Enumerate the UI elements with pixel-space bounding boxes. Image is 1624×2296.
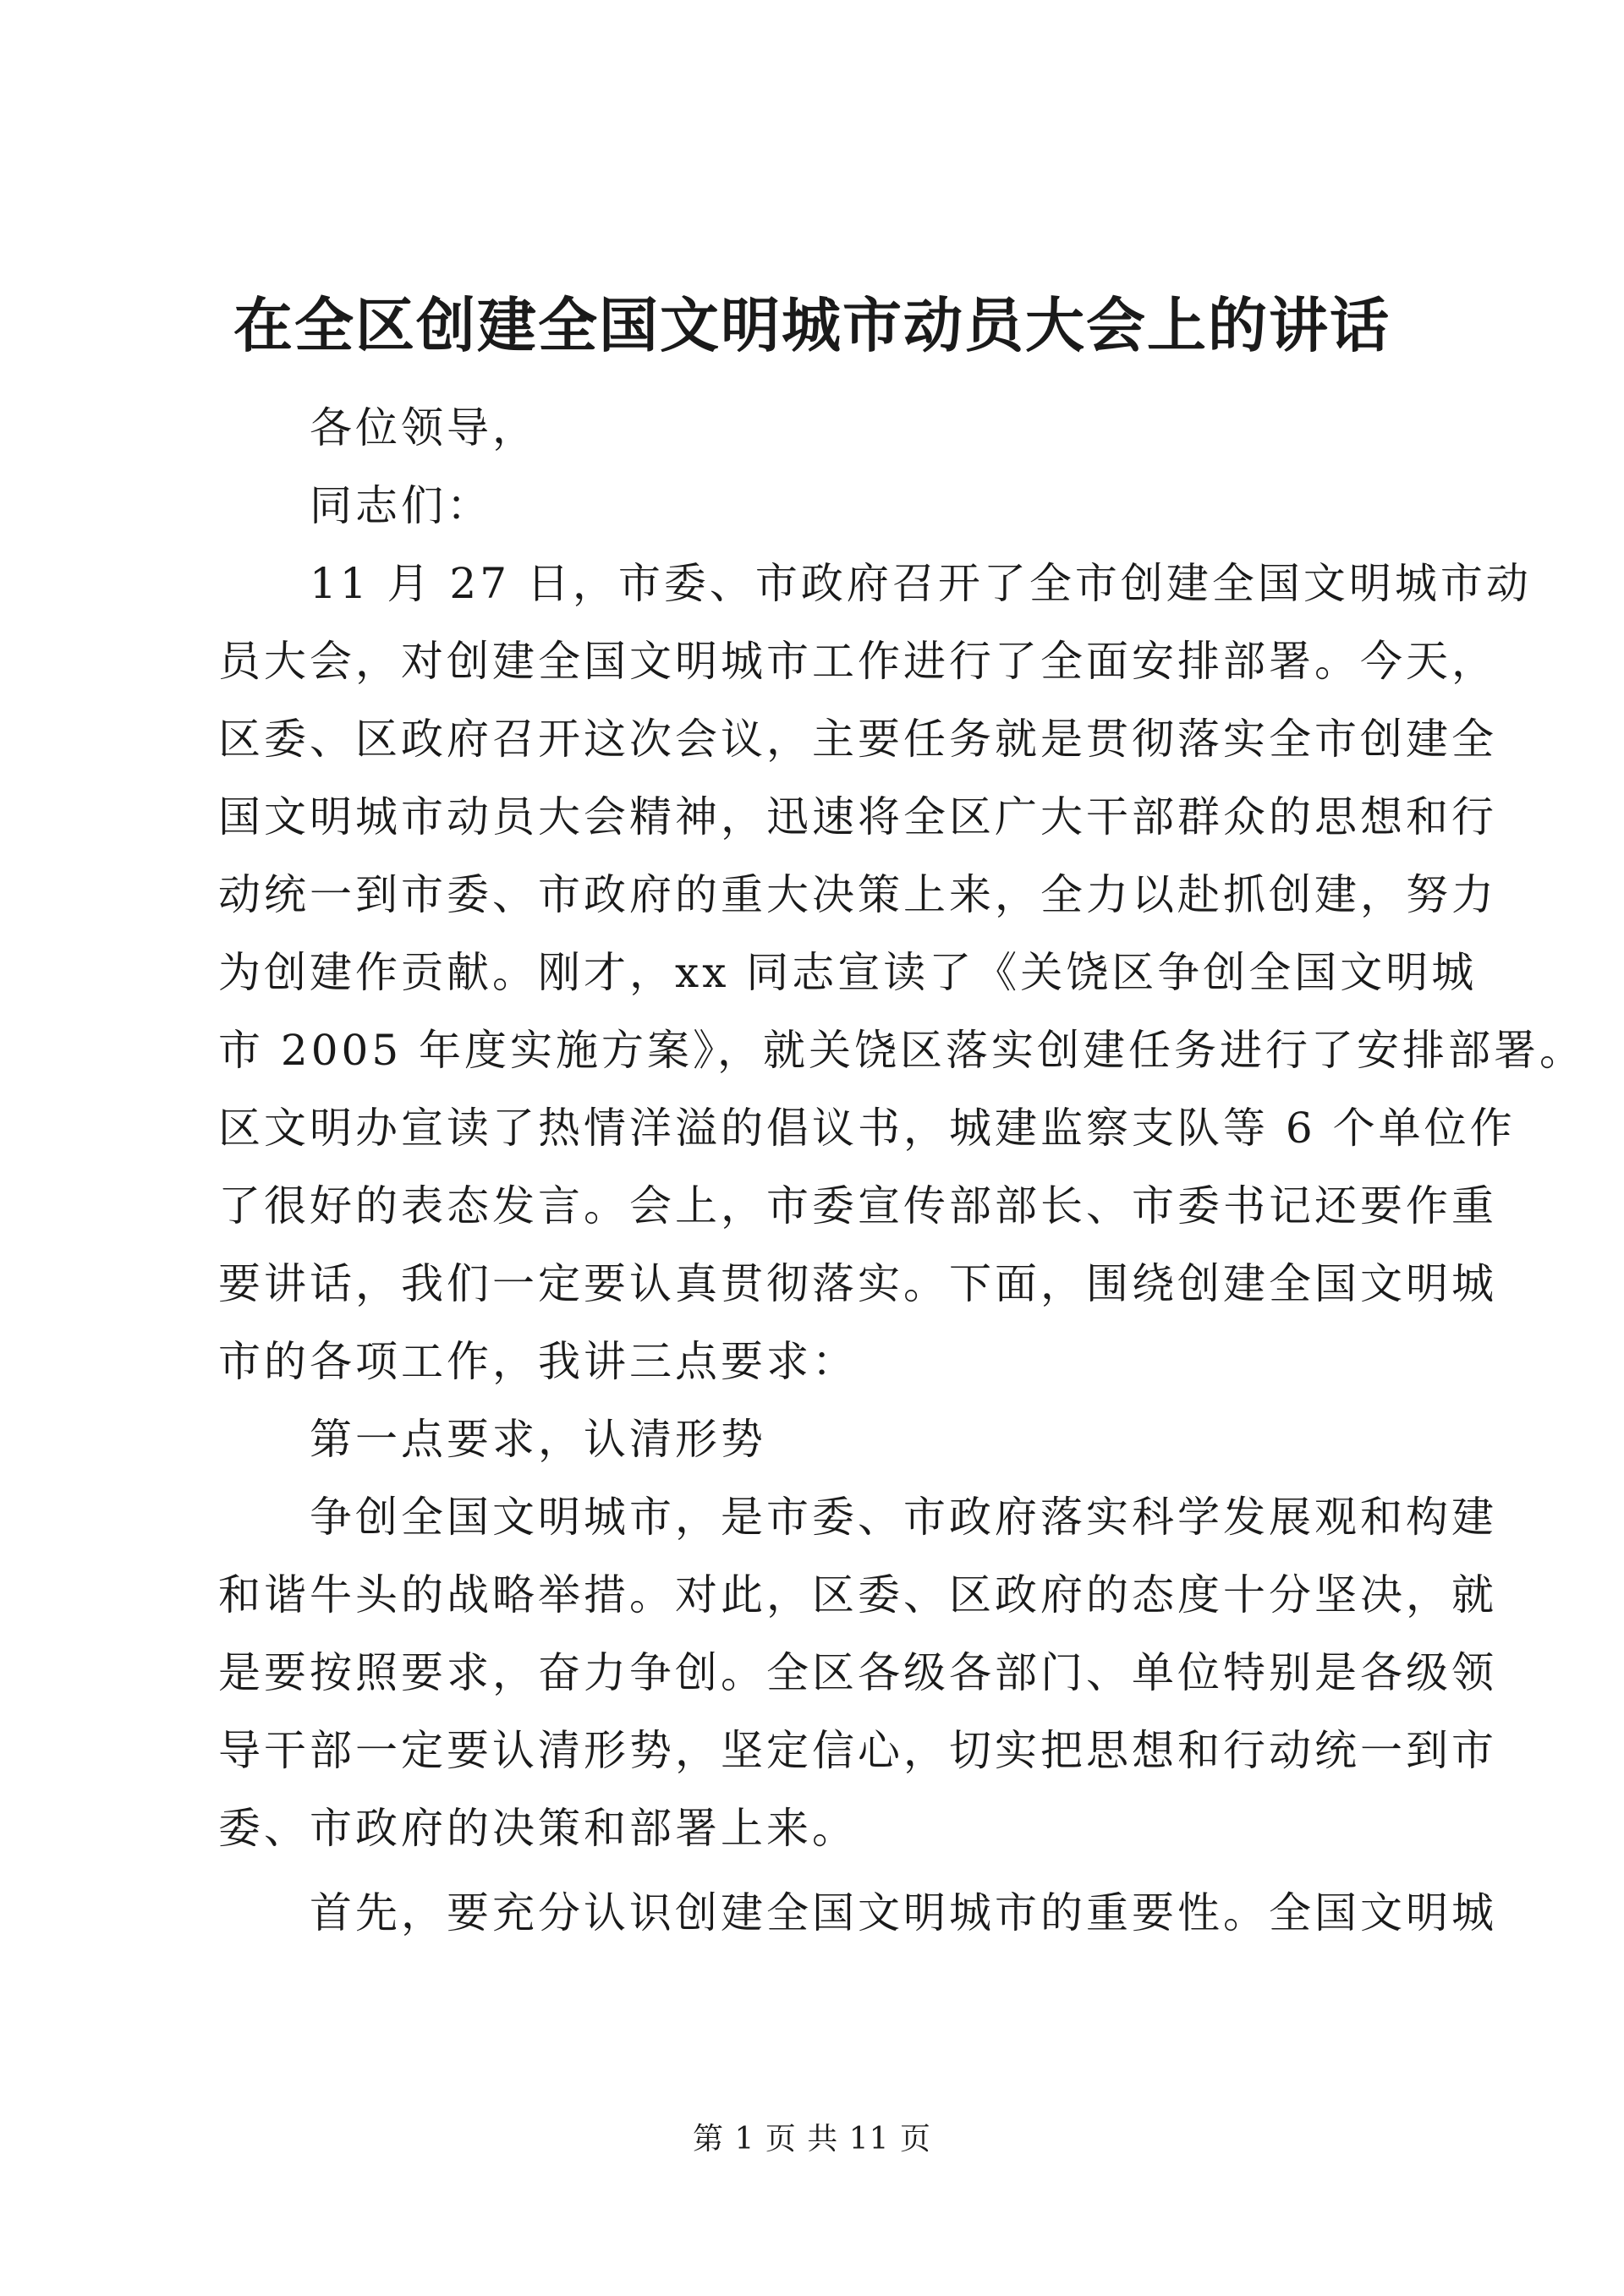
text-line: 首先，要充分认识创建全国文明城市的重要性。全国文明城 xyxy=(310,1888,1497,1937)
text-line: 动统一到市委、市政府的重大决策上来，全力以赴抓创建，努力 xyxy=(218,870,1497,919)
text-line: 第一点要求，认清形势 xyxy=(310,1415,766,1464)
text-line: 11 月 27 日，市委、市政府召开了全市创建全国文明城市动 xyxy=(310,559,1532,608)
document-title: 在全区创建全国文明城市动员大会上的讲话 xyxy=(233,290,1391,360)
intro-paragraph xyxy=(218,545,1586,1400)
text-line: 员大会，对创建全国文明城市工作进行了全面安排部署。今天， xyxy=(218,637,1497,686)
page-number-footer: 第 1 页 共 11 页 xyxy=(693,2122,931,2156)
document-body xyxy=(218,389,1586,1952)
salutation-2 xyxy=(218,467,1419,545)
text-line: 和谐牛头的战略举措。对此，区委、区政府的态度十分坚决，就 xyxy=(218,1570,1497,1619)
salutation-1 xyxy=(218,389,1419,467)
text-line: 争创全国文明城市，是市委、市政府落实科学发展观和构建 xyxy=(310,1493,1497,1542)
situation-paragraph xyxy=(218,1478,1497,1867)
text-line: 市的各项工作，我讲三点要求： xyxy=(218,1337,858,1386)
text-line: 同志们： xyxy=(310,481,492,530)
importance-paragraph xyxy=(218,1874,1497,1952)
text-line: 了很好的表态发言。会上，市委宣传部部长、市委书记还要作重 xyxy=(218,1181,1497,1230)
text-line: 委、市政府的决策和部署上来。 xyxy=(218,1804,858,1853)
text-line: 是要按照要求，奋力争创。全区各级各部门、单位特别是各级领 xyxy=(218,1648,1497,1697)
text-line: 区委、区政府召开这次会议，主要任务就是贯彻落实全市创建全 xyxy=(218,715,1497,764)
text-line: 要讲话，我们一定要认真贯彻落实。下面，围绕创建全国文明城 xyxy=(218,1259,1497,1308)
text-line: 导干部一定要认清形势，坚定信心，切实把思想和行动统一到市 xyxy=(218,1726,1497,1775)
text-line: 为创建作贡献。刚才，xx 同志宣读了《关饶区争创全国文明城 xyxy=(218,948,1478,997)
text-line: 国文明城市动员大会精神，迅速将全区广大干部群众的思想和行 xyxy=(218,792,1497,841)
text-line: 各位领导， xyxy=(310,403,538,452)
text-line: 区文明办宣读了热情洋溢的倡议书，城建监察支队等 6 个单位作 xyxy=(218,1104,1516,1153)
section-heading-1 xyxy=(218,1400,1419,1478)
text-line: 市 2005 年度实施方案》，就关饶区落实创建任务进行了安排部署。 xyxy=(218,1026,1586,1075)
